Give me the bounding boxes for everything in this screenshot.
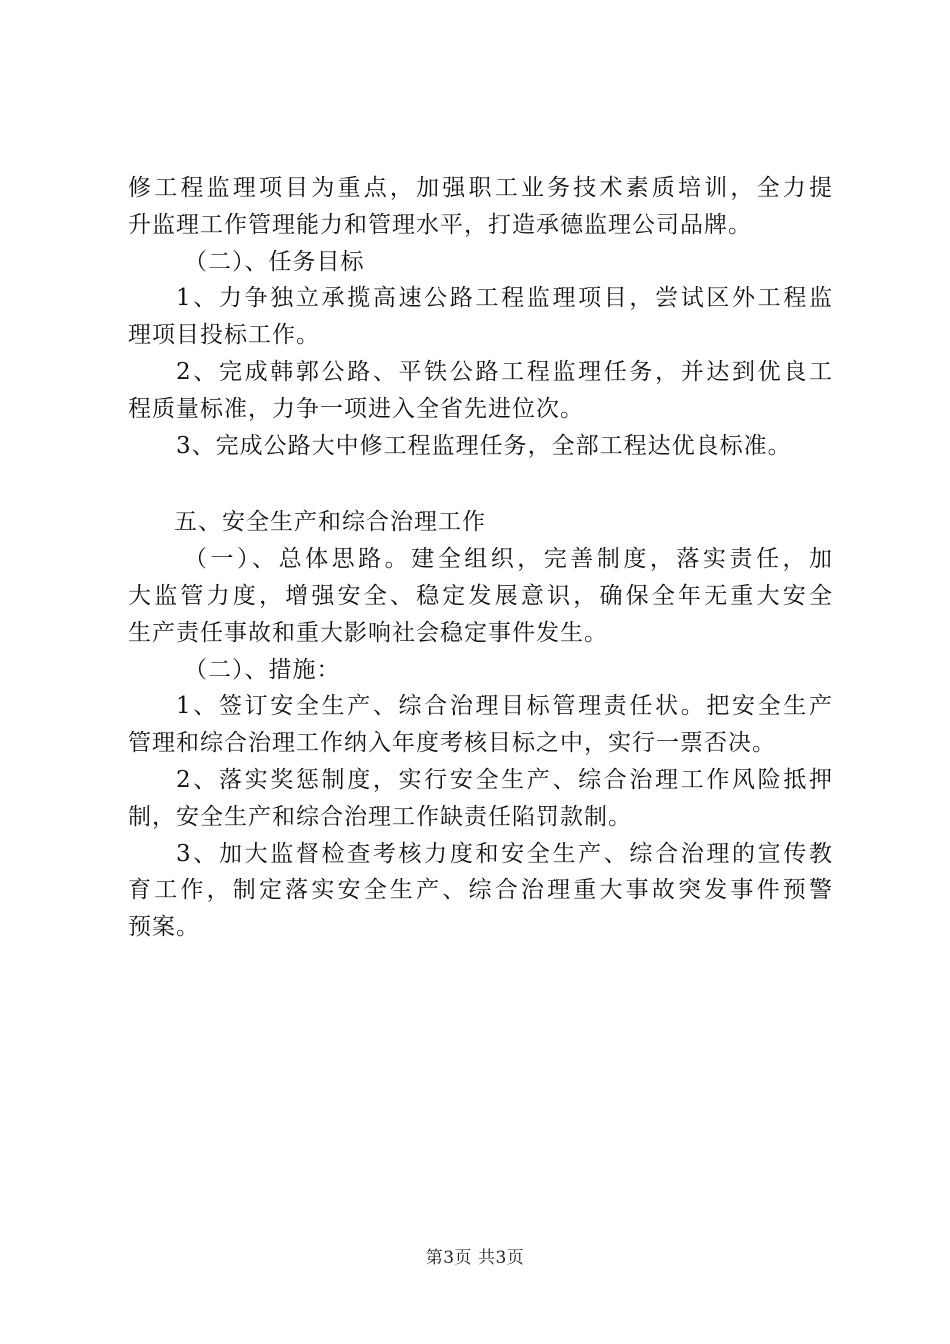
page-number-footer: 第3页 共3页	[425, 1248, 525, 1268]
paragraph-line: 3、加大监督检查考核力度和安全生产、综合治理的宣传教	[176, 840, 833, 867]
section-heading: （二）、任务目标	[184, 248, 365, 275]
document-body	[128, 170, 833, 946]
paragraph-line: （一）、总体思路。建全组织，完善制度，落实责任，加	[184, 546, 833, 573]
paragraph-line: 2、落实奖惩制度，实行安全生产、综合治理工作风险抵押	[176, 766, 833, 793]
paragraph-line: 程质量标准，力争一项进入全省先进位次。	[128, 395, 584, 422]
paragraph-line: 预案。	[128, 914, 200, 941]
paragraph-line: 理项目投标工作。	[128, 322, 320, 349]
paragraph-gap	[128, 464, 833, 504]
paragraph-line: 生产责任事故和重大影响社会稳定事件发生。	[128, 619, 608, 646]
paragraph-line: 大监管力度，增强安全、稳定发展意识，确保全年无重大安全	[128, 582, 833, 609]
paragraph-line: 管理和综合治理工作纳入年度考核目标之中，实行一票否决。	[128, 730, 776, 757]
paragraph-line: 3、完成公路大中修工程监理任务，全部工程达优良标准。	[176, 432, 792, 459]
paragraph-line: 升监理工作管理能力和管理水平，打造承德监理公司品牌。	[128, 211, 752, 238]
paragraph-line: 1、签订安全生产、综合治理目标管理责任状。把安全生产	[176, 693, 833, 720]
paragraph-line: 1、力争独立承揽高速公路工程监理项目，尝试区外工程监	[176, 285, 833, 312]
paragraph-line: 制，安全生产和综合治理工作缺责任陷罚款制。	[128, 803, 632, 830]
paragraph-line: 育工作，制定落实安全生产、综合治理重大事故突发事件预警	[128, 877, 833, 904]
section-heading: （二）、措施：	[184, 656, 341, 683]
paragraph-line: 修工程监理项目为重点，加强职工业务技术素质培训，全力提	[128, 175, 833, 201]
paragraph-line: 2、完成韩郭公路、平铁公路工程监理任务，并达到优良工	[176, 358, 833, 385]
section-heading: 五、安全生产和综合治理工作	[174, 509, 486, 536]
